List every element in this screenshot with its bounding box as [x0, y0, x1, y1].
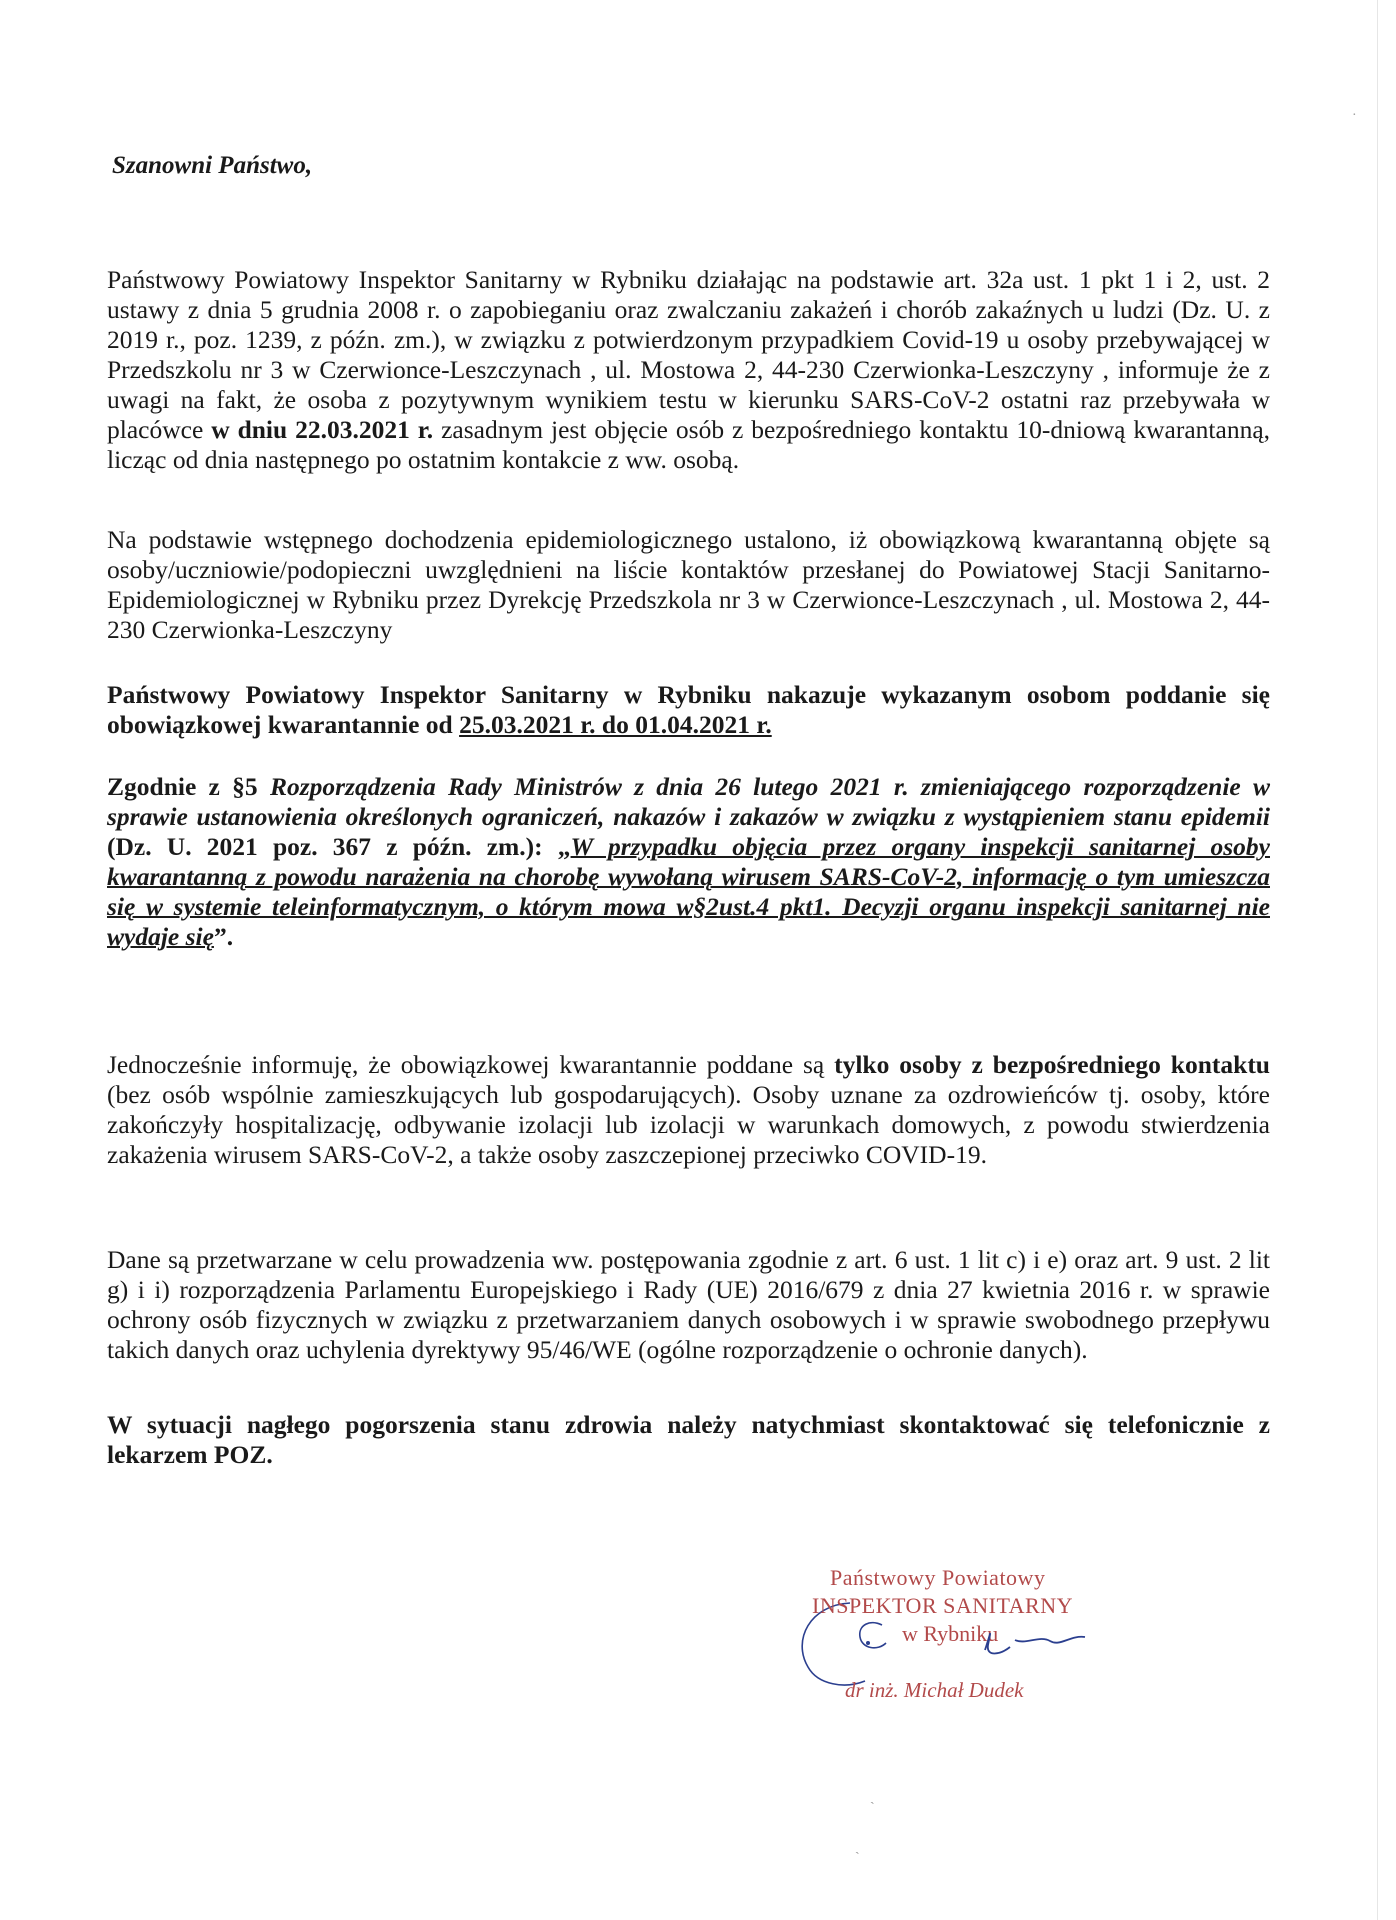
- contacts-text-start: Jednocześnie informuję, że obowiązkowej kwarantannie poddane są: [107, 1050, 825, 1079]
- stamp-line-title: Państwowy Powiatowy: [830, 1565, 1046, 1590]
- scan-speck: ·: [1352, 108, 1357, 123]
- page-edge: [1377, 0, 1378, 1920]
- quarantine-dates: 25.03.2021 r. do 01.04.2021 r.: [459, 710, 772, 739]
- regulation-title: Rozporządzenia Rady Ministrów z dnia 26 lutego 2021 r. zmieniającego rozporządzenie w sprawie ustanowienia określonych ograniczeń, nakazów i zakazów w związku z wystąpieniem stanu epidemii: [107, 772, 1271, 831]
- paragraph-legal-basis: [107, 265, 1270, 475]
- legal-basis-conclusion: zasadnym jest objęcie osób z bezpośredniego kontaktu 10-dniową kwarantanną, licząc od dnia następnego po ostatnim kontakcie z ww. osobą.: [107, 415, 1271, 474]
- regulation-citation: (Dz. U. 2021 poz. 367 z późn. zm.): „: [107, 832, 571, 861]
- paragraph-emergency: W sytuacji nagłego pogorszenia stanu zdrowia należy natychmiast skontaktować się telefonicznie z lekarzem POZ.: [107, 1410, 1270, 1469]
- regulation-quote: W przypadku objęcia przez organy inspekcji sanitarnej osoby kwarantanną z powodu narażenia na chorobę wywołaną wirusem SARS-CoV-2, informację o tym umieszcza się w systemie teleinformatycznym, o którym mowa w§2ust.4 pkt1. Decyzji organu inspekcji sanitarnej nie wydaje się: [107, 832, 1270, 951]
- paragraph-contacts: [107, 1050, 1270, 1170]
- last-presence-date: w dniu 22.03.2021 r.: [211, 415, 434, 444]
- paragraph-investigation: Na podstawie wstępnego dochodzenia epidemiologicznego ustalono, iż obowiązkową kwarantanną objęte są osoby/uczniowie/podopieczni uwzględnieni na liście kontaktów przesłanej do Powiatowej Stacji Sanitarno-Epidemiologicznej w Rybniku przez Dyrekcję Przedszkola nr 3 w Czerwionce-Leszczynach , ul. Mostowa 2, 44-230 Czerwionka-Leszczyny: [107, 525, 1270, 644]
- contacts-bold-phrase: tylko osoby z bezpośredniego kontaktu: [834, 1050, 1270, 1079]
- salutation: Szanowni Państwo,: [112, 152, 313, 179]
- handwritten-signature-icon: [980, 1615, 1100, 1675]
- paragraph-regulation: [107, 772, 1270, 952]
- stamp-line-city: w Rybniku: [902, 1621, 999, 1646]
- scan-mark: ˏ: [870, 1790, 875, 1805]
- legal-basis-text: Państwowy Powiatowy Inspektor Sanitarny w Rybniku działając na podstawie art. 32a ust. 1 pkt 1 i 2, ust. 2 ustawy z dnia 5 grudnia 2008 r. o zapobieganiu oraz zwalczaniu zakażeń i chorób zakaźnych u ludzi (Dz. U. z 2019 r., poz. 1239, z późn. zm.), w związku z potwierdzonym przypadkiem Covid-19 u osoby przebywającej w Przedszkolu nr 3 w Czerwionce-Leszczynach , ul. Mostowa 2, 44-230 Czerwionka-Leszczyny , informuje że z uwagi na fakt, że osoba z pozytywnym wynikiem testu w kierunku SARS-CoV-2 ostatni raz przebywała w placówce: [107, 265, 1270, 444]
- paragraph-quarantine-order: [107, 680, 1270, 740]
- order-text: Państwowy Powiatowy Inspektor Sanitarny w Rybniku nakazuje wykazanym osobom poddanie się obowiązkowej kwarantannie od: [107, 680, 1270, 739]
- contacts-text-end: (bez osób wspólnie zamieszkujących lub gospodarujących). Osoby uznane za ozdrowieńców tj. osoby, które zakończyły hospitalizację, odbywanie izolacji lub izolacji w warunkach domowych, z powodu stwierdzenia zakażenia wirusem SARS-CoV-2, a także osoby zaszczepionej przeciwko COVID-19.: [107, 1080, 1270, 1169]
- regulation-intro: Zgodnie z §5: [107, 772, 258, 801]
- paragraph-gdpr: Dane są przetwarzane w celu prowadzenia ww. postępowania zgodnie z art. 6 ust. 1 lit c) i e) oraz art. 9 ust. 2 lit g) i i) rozporządzenia Parlamentu Europejskiego i Rady (UE) 2016/679 z dnia 27 kwietnia 2016 r. w sprawie ochrony osób fizycznych w związku z przetwarzaniem danych osobowych i w sprawie swobodnego przepływu takich danych oraz uchylenia dyrektywy 95/46/WE (ogólne rozporządzenie o ochronie danych).: [107, 1245, 1270, 1364]
- stamp-line-name: dr inż. Michał Dudek: [845, 1678, 1024, 1702]
- inspector-stamp: [800, 1565, 1120, 1725]
- scan-mark-2: ˏ: [855, 1840, 860, 1855]
- stamp-line-office: INSPEKTOR SANITARNY: [812, 1593, 1073, 1618]
- regulation-quote-end: ”.: [213, 922, 234, 951]
